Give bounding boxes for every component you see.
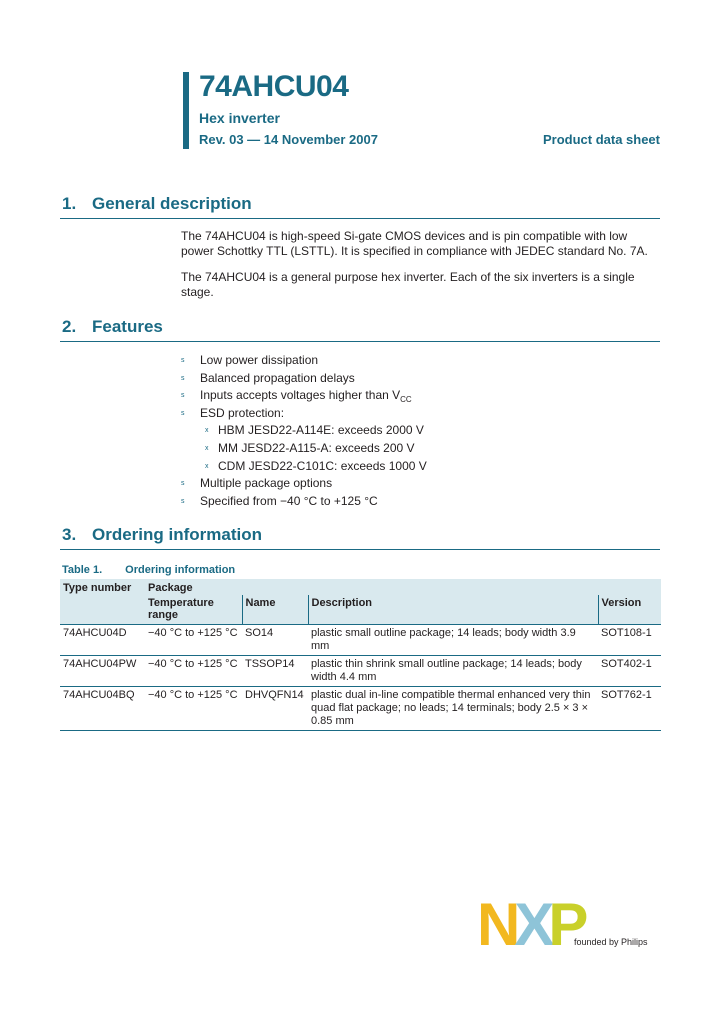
section-title: General description <box>92 194 252 213</box>
feature-text: CDM JESD22-C101C: exceeds 1000 V <box>218 458 427 473</box>
list-item <box>181 387 661 405</box>
cell-description: plastic dual in-line compatible thermal enhanced very thin quad flat package; no leads; 14 terminals; body 2.5 × 3 × 0.85 mm <box>308 687 598 731</box>
feature-text: ESD protection: <box>200 405 285 420</box>
cell-version: SOT402-1 <box>598 656 661 687</box>
feature-text: Multiple package options <box>200 476 333 491</box>
bullet-icon: s <box>181 480 185 488</box>
table-caption-label: Table 1. <box>62 564 103 576</box>
cell-name: DHVQFN14 <box>242 687 308 731</box>
section-title: Features <box>92 317 163 336</box>
feature-text: Specified from −40 °C to +125 °C <box>200 493 378 508</box>
document-type: Product data sheet <box>542 132 660 147</box>
bullet-icon: s <box>181 409 185 417</box>
section-heading-general-description <box>60 194 660 219</box>
list-item <box>181 405 661 423</box>
table-subheader-row <box>60 595 661 625</box>
feature-text: HBM JESD22-A114E: exceeds 2000 V <box>218 423 424 438</box>
bullet-icon: s <box>181 392 185 400</box>
feature-text-main: Inputs accepts voltages higher than V <box>200 388 401 403</box>
list-item <box>181 493 661 511</box>
section-number: 3. <box>62 525 77 544</box>
logo-letter-p: P <box>548 897 583 949</box>
column-header-type-number: Type number <box>60 579 145 595</box>
table-caption-title: Ordering information <box>125 564 236 576</box>
feature-text: Balanced propagation delays <box>200 370 355 385</box>
list-item <box>181 370 661 388</box>
section-heading-ordering-information <box>60 525 660 550</box>
cell-name: TSSOP14 <box>242 656 308 687</box>
features-list <box>181 352 661 510</box>
cell-version: SOT762-1 <box>598 687 661 731</box>
cell-temperature-range: −40 °C to +125 °C <box>145 687 242 731</box>
general-description-paragraph-2: The 74AHCU04 is a general purpose hex inverter. Each of the six inverters is a single stage. <box>181 270 635 299</box>
cell-description: plastic thin shrink small outline package; 14 leads; body width 4.4 mm <box>308 656 598 687</box>
column-header-version: Version <box>598 595 661 625</box>
cell-type-number: 74AHCU04D <box>60 625 145 656</box>
table-header-row <box>60 579 661 595</box>
section-heading-features <box>60 317 660 342</box>
vcc-subscript: CC <box>400 395 412 405</box>
cell-name: SO14 <box>242 625 308 656</box>
general-description-paragraph-1: The 74AHCU04 is high-speed Si-gate CMOS devices and is pin compatible with low power Schottky TTL (LSTTL). It is specified in compliance with JEDEC standard No. 7A. <box>181 229 648 258</box>
table-caption <box>62 564 235 576</box>
table-row <box>60 656 661 687</box>
cell-type-number: 74AHCU04BQ <box>60 687 145 731</box>
title-accent-bar <box>183 72 189 149</box>
column-header-empty <box>60 595 145 625</box>
logo-letter-n: N <box>477 897 515 949</box>
sub-bullet-icon: x <box>205 427 209 435</box>
document-title: 74AHCU04 <box>199 70 349 103</box>
column-header-description: Description <box>308 595 598 625</box>
list-item <box>181 352 661 370</box>
column-header-package: Package <box>145 579 661 595</box>
cell-version: SOT108-1 <box>598 625 661 656</box>
logo-letter-x: X <box>514 897 549 949</box>
section-title: Ordering information <box>92 525 262 544</box>
table-row <box>60 687 661 731</box>
feature-text: Low power dissipation <box>200 353 319 367</box>
list-item <box>181 475 661 493</box>
sub-list-item <box>181 440 661 458</box>
bullet-icon: s <box>181 497 185 505</box>
document-subtitle: Hex inverter <box>199 110 280 126</box>
sub-bullet-icon: x <box>205 462 209 470</box>
column-header-name: Name <box>242 595 308 625</box>
bullet-icon: s <box>181 374 185 382</box>
feature-text: MM JESD22-A115-A: exceeds 200 V <box>218 440 415 455</box>
svg-text:NXP <box>477 897 586 949</box>
sub-list-item <box>181 458 661 476</box>
bullet-icon: s <box>181 357 185 364</box>
section-number: 2. <box>62 317 77 336</box>
cell-type-number: 74AHCU04PW <box>60 656 145 687</box>
cell-description: plastic small outline package; 14 leads; body width 3.9 mm <box>308 625 598 656</box>
column-header-temperature-range: Temperature range <box>145 595 242 625</box>
sub-list-item <box>181 422 661 440</box>
table-row <box>60 625 661 656</box>
ordering-information-table <box>60 579 661 731</box>
cell-temperature-range: −40 °C to +125 °C <box>145 656 242 687</box>
cell-temperature-range: −40 °C to +125 °C <box>145 625 242 656</box>
revision-line: Rev. 03 — 14 November 2007 <box>199 132 378 147</box>
sub-bullet-icon: x <box>205 444 209 452</box>
logo-tagline: founded by Philips <box>574 937 648 947</box>
section-number: 1. <box>62 194 77 213</box>
